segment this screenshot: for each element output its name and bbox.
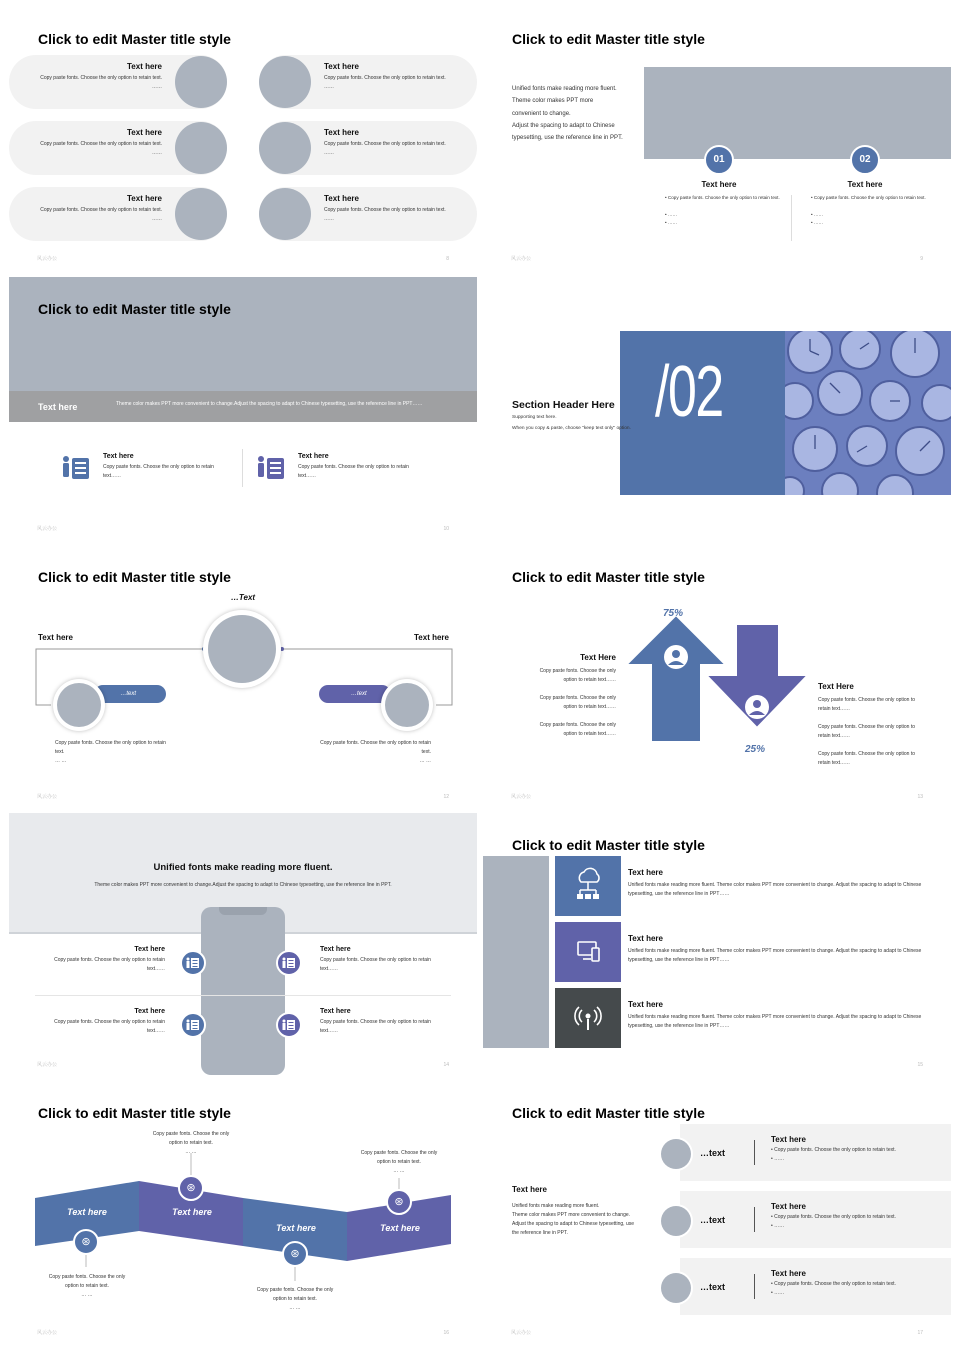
row-bullet: …… (774, 1223, 785, 1229)
item-heading: Text here (103, 453, 134, 460)
clock-image (785, 331, 951, 495)
item-body: Copy paste fonts. Choose the only option to retain text. (324, 75, 446, 81)
item-body: Copy paste fonts. Choose the only option to retain text…… (54, 1019, 165, 1034)
divider (754, 1274, 755, 1299)
right-item: Copy paste fonts. Choose the only option to retain text…… (818, 751, 916, 766)
right-item: Copy paste fonts. Choose the only option to retain text…… (818, 724, 916, 739)
page-number: 13 (917, 794, 923, 800)
row-body: Unified fonts make reading more fluent. Theme color makes PPT more convenient to change. Adjust the spacing to adapt to Chinese typesetting, use the reference line in PPT…… (628, 1014, 922, 1029)
item-more: …… (324, 84, 334, 90)
heading: Unified fonts make reading more fluent. (153, 862, 333, 873)
slide-title: Click to edit Master title style (38, 301, 231, 317)
image-placeholder (661, 1206, 691, 1236)
right-more: … … (419, 758, 431, 764)
slide-15 (483, 813, 951, 1075)
item-heading: Text here (320, 1008, 351, 1015)
row-bullet: Copy paste fonts. Choose the only option to retain text. (774, 1214, 896, 1220)
slide-title: Click to edit Master title style (512, 1105, 705, 1121)
slide-14 (9, 813, 477, 1075)
image-placeholder (385, 683, 429, 727)
item-more: …… (152, 84, 162, 90)
item-heading: Text here (320, 946, 351, 953)
basketball-icon: ⊛ (178, 1175, 204, 1201)
right-label: Text here (414, 633, 449, 642)
section-sub: Supporting text here. (512, 415, 557, 420)
left-more: … … (55, 758, 67, 764)
image-placeholder (661, 1139, 691, 1169)
page-number: 9 (920, 256, 923, 262)
presentation-icon (180, 1012, 206, 1038)
row-heading: Text here (771, 1269, 806, 1278)
footer-label: 风云办公 (511, 794, 532, 800)
step-badge: 01 (704, 145, 734, 175)
col-heading: Text here (701, 180, 737, 189)
item-heading: Text here (324, 62, 359, 71)
col-bullets: • Copy paste fonts. Choose the only option to retain text. • …… • …… (665, 195, 780, 225)
icon-tile (555, 856, 621, 916)
item-heading: Text here (298, 453, 329, 460)
percent-down: 25% (745, 744, 766, 755)
left-body: Unified fonts make reading more fluent. Theme color makes PPT more convenient to change. Adjust the spacing to adapt to Chinese typesetting, use the reference line in PPT. (512, 1203, 635, 1236)
left-item: Copy paste fonts. Choose the only option to retain text…… (539, 668, 616, 683)
row-bullet: …… (774, 1156, 785, 1162)
ribbon-label: Text here (67, 1207, 107, 1217)
row-body: Unified fonts make reading more fluent. Theme color makes PPT more convenient to change. Adjust the spacing to adapt to Chinese typesetting, use the reference line in PPT…… (628, 882, 922, 897)
slide-11 (483, 277, 951, 539)
divider (754, 1140, 755, 1165)
item-body: Copy paste fonts. Choose the only option to retain text. (40, 75, 162, 81)
page-number: 16 (443, 1330, 449, 1336)
page-number: 8 (446, 256, 449, 262)
slide-16 (9, 1081, 477, 1343)
page-number: 14 (443, 1062, 449, 1068)
divider (35, 995, 451, 996)
slide-13 (483, 545, 951, 807)
left-item: Copy paste fonts. Choose the only option to retain text…… (539, 722, 616, 737)
left-label: Text here (38, 633, 73, 642)
ribbon-label: Text here (380, 1223, 420, 1233)
left-body: Copy paste fonts. Choose the only option to retain text. (55, 740, 166, 755)
ribbon-label: Text here (276, 1223, 316, 1233)
row-bullet: Copy paste fonts. Choose the only option to retain text. (774, 1147, 896, 1153)
image-placeholder (259, 122, 311, 174)
item-heading: Text here (134, 946, 165, 953)
slide-12 (9, 545, 477, 807)
devices-icon (555, 922, 621, 982)
slide-9 (483, 7, 951, 269)
footer-label: 风云办公 (511, 256, 532, 262)
item-body: Copy paste fonts. Choose the only option to retain text…… (320, 957, 431, 972)
broadcast-icon (555, 988, 621, 1048)
slide-10 (9, 277, 477, 539)
item-heading: Text here (134, 1008, 165, 1015)
presentation-icon (256, 455, 286, 481)
item-body: Copy paste fonts. Choose the only option to retain text. (324, 207, 446, 213)
section-sub: When you copy & paste, choose "keep text only" option. (512, 426, 631, 431)
step-badge: 02 (850, 145, 880, 175)
row-heading: Text here (771, 1202, 806, 1211)
right-item: Copy paste fonts. Choose the only option to retain text…… (818, 697, 916, 712)
note-more: … … (81, 1292, 93, 1298)
phone-notch (219, 907, 267, 915)
slide-title: Click to edit Master title style (512, 31, 705, 47)
item-body: Copy paste fonts. Choose the only option to retain text…… (320, 1019, 431, 1034)
band-text: Theme color makes PPT more convenient to change.Adjust the spacing to adapt to Chinese typesetting, use the reference line in PPT…… (116, 401, 423, 407)
item-more: …… (324, 216, 334, 222)
image-placeholder (259, 188, 311, 240)
basketball-icon: ⊛ (386, 1189, 412, 1215)
image-placeholder (57, 683, 101, 727)
item-heading: Text here (324, 194, 359, 203)
item-more: …… (152, 150, 162, 156)
section-number: /02 (655, 352, 723, 432)
page-number: 17 (917, 1330, 923, 1336)
item-heading: Text here (127, 62, 162, 71)
image-placeholder (661, 1273, 691, 1303)
row-heading: Text here (628, 934, 663, 943)
slide-title: Click to edit Master title style (38, 31, 231, 47)
presentation-icon (61, 455, 91, 481)
intro-text: Unified fonts make reading more fluent. Theme color makes PPT more convenient to change. Adjust the spacing to adapt to Chinese typesetting, use the reference line in PPT. (512, 86, 623, 142)
note-text: Copy paste fonts. Choose the only option to retain text. (360, 1150, 438, 1165)
divider (754, 1207, 755, 1232)
subheading: Theme color makes PPT more convenient to change.Adjust the spacing to adapt to Chinese typesetting, use the reference line in PPT. (94, 882, 392, 888)
slide-title: Click to edit Master title style (512, 837, 705, 853)
left-heading: Text Here (580, 653, 616, 662)
row-bullet: …… (774, 1290, 785, 1296)
presentation-icon (276, 1012, 302, 1038)
percent-up: 75% (663, 608, 684, 619)
divider (242, 449, 243, 487)
right-heading: Text Here (818, 682, 854, 691)
footer-label: 风云办公 (37, 1062, 58, 1068)
item-body: Copy paste fonts. Choose the only option to retain text…… (103, 464, 214, 479)
item-body: Copy paste fonts. Choose the only option to retain text. (40, 207, 162, 213)
item-body: Copy paste fonts. Choose the only option to retain text. (40, 141, 162, 147)
item-more: …… (152, 216, 162, 222)
footer-label: 风云办公 (511, 1330, 532, 1336)
item-body: Copy paste fonts. Choose the only option to retain text. (324, 141, 446, 147)
footer-label: 风云办公 (37, 256, 58, 262)
footer-label: 风云办公 (37, 794, 58, 800)
slide-8 (9, 7, 477, 269)
icon-tile (555, 922, 621, 982)
item-body: Copy paste fonts. Choose the only option to retain text…… (54, 957, 165, 972)
section-heading: Section Header Here (512, 399, 615, 411)
slide-title: Click to edit Master title style (38, 569, 231, 585)
note-text: Copy paste fonts. Choose the only option to retain text. (48, 1274, 126, 1289)
row-heading: Text here (628, 1000, 663, 1009)
item-body: Copy paste fonts. Choose the only option to retain text…… (298, 464, 409, 479)
row-label: …text (700, 1148, 726, 1158)
footer-label: 风云办公 (37, 526, 58, 532)
image-placeholder (175, 188, 227, 240)
presentation-icon (180, 950, 206, 976)
row-label: …text (700, 1282, 726, 1292)
ribbon-label: Text here (172, 1207, 212, 1217)
item-more: …… (324, 150, 334, 156)
banner-background (9, 277, 477, 391)
page-number: 10 (443, 526, 449, 532)
network-icon (555, 856, 621, 916)
note-more: … … (185, 1149, 197, 1155)
col-bullets: • Copy paste fonts. Choose the only option to retain text. • …… • …… (811, 195, 926, 225)
row-bullet: Copy paste fonts. Choose the only option to retain text. (774, 1281, 896, 1287)
divider (791, 195, 792, 241)
row-heading: Text here (771, 1135, 806, 1144)
image-placeholder (483, 856, 549, 1048)
page-number: 15 (917, 1062, 923, 1068)
footer-label: 风云办公 (37, 1330, 58, 1336)
left-heading: Text here (512, 1185, 547, 1194)
icon-tile (555, 988, 621, 1048)
slide-title: Click to edit Master title style (38, 1105, 231, 1121)
pill-label: …text (319, 685, 391, 703)
band-label: Text here (38, 402, 78, 412)
pill-label: …text (94, 685, 166, 703)
phone-mockup (201, 907, 285, 1075)
row-heading: Text here (628, 868, 663, 877)
note-more: … … (393, 1168, 405, 1174)
note-text: Copy paste fonts. Choose the only option to retain text. (152, 1131, 230, 1146)
basketball-icon: ⊛ (282, 1241, 308, 1267)
presentation-icon (276, 950, 302, 976)
right-body: Copy paste fonts. Choose the only option to retain text. (320, 740, 431, 755)
image-placeholder (175, 56, 227, 108)
item-heading: Text here (324, 128, 359, 137)
col-heading: Text here (847, 180, 883, 189)
item-heading: Text here (127, 194, 162, 203)
left-item: Copy paste fonts. Choose the only option to retain text…… (539, 695, 616, 710)
basketball-icon: ⊛ (73, 1229, 99, 1255)
image-placeholder (259, 56, 311, 108)
page-number: 12 (443, 794, 449, 800)
note-more: … … (289, 1305, 301, 1311)
item-heading: Text here (127, 128, 162, 137)
image-placeholder (208, 615, 276, 683)
image-placeholder (175, 122, 227, 174)
row-body: Unified fonts make reading more fluent. Theme color makes PPT more convenient to change. Adjust the spacing to adapt to Chinese typesetting, use the reference line in PPT…… (628, 948, 922, 963)
slide-title: Click to edit Master title style (512, 569, 705, 585)
slide-17: Click to edit Master title style Text here Unified fonts make reading more fluent. Theme color makes PPT more convenient to change. Adjust the spacing to adapt to Chinese typesetting, use the reference line in PPT. …text …text …text Text here • Copy paste fonts. Choose the only option to retain text. • …… Text here • Copy paste fonts. Choose the only option to retain text. • …… Text here • Copy paste fonts. Choose the only option to retain text. • …… 风云办公 17 (483, 1081, 951, 1343)
top-label: …Text (230, 593, 256, 602)
note-text: Copy paste fonts. Choose the only option to retain text. (256, 1287, 334, 1302)
image-placeholder (644, 67, 951, 159)
row-label: …text (700, 1215, 726, 1225)
